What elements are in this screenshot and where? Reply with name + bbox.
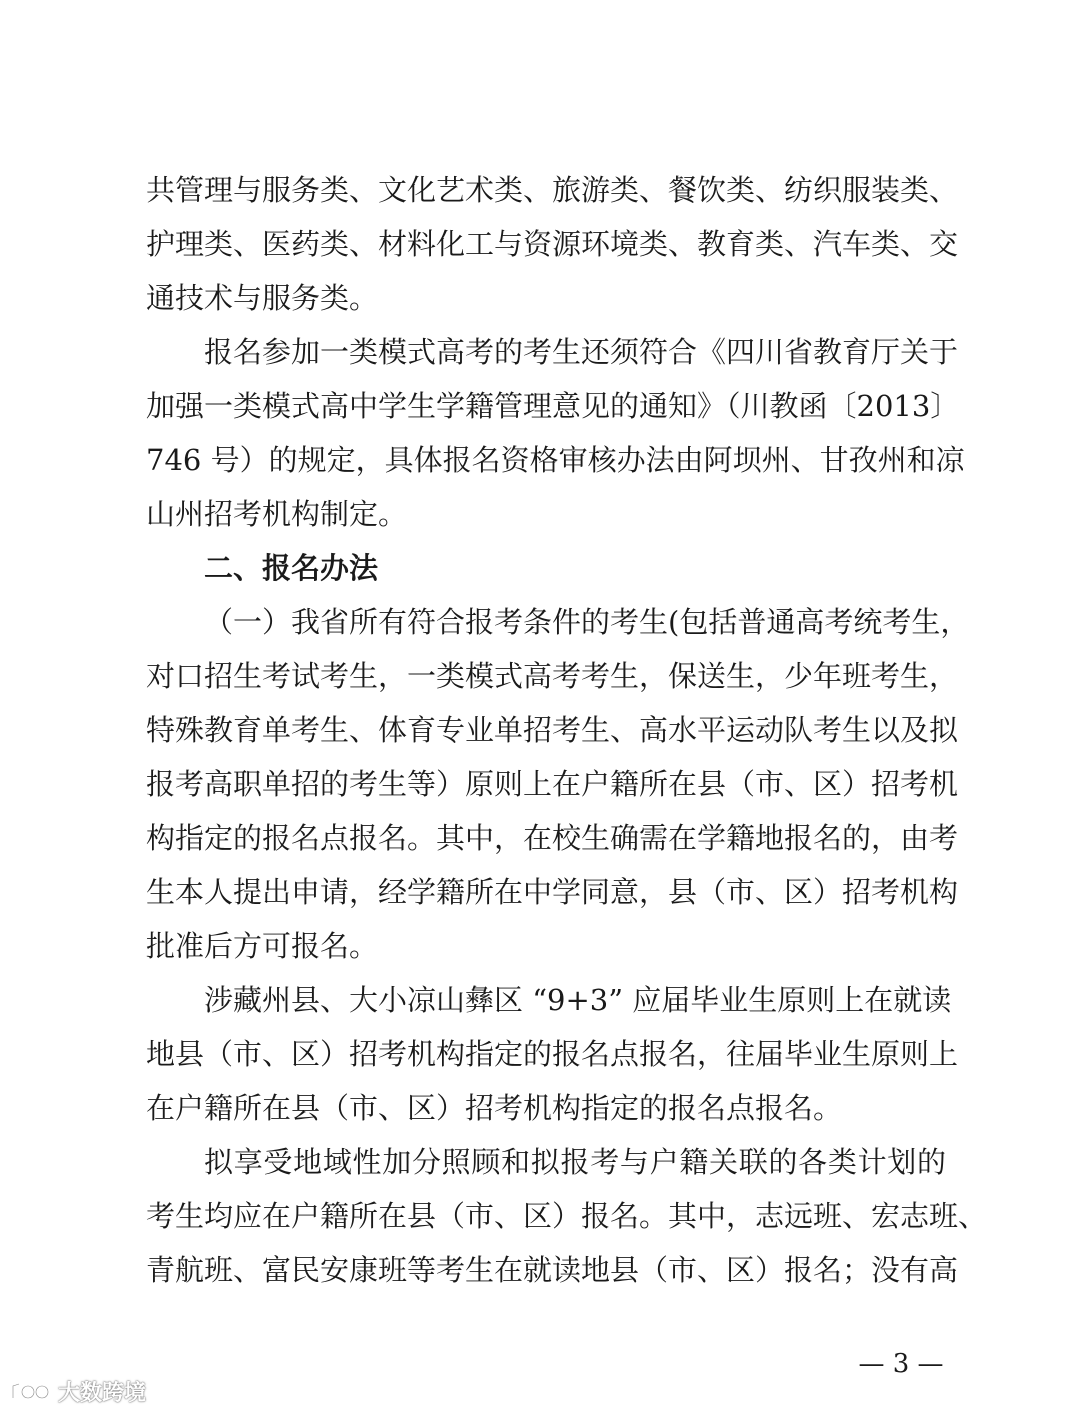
text-line: （一）我省所有符合报考条件的考生(包括普通高考统考生， — [204, 605, 970, 639]
watermark — [10, 1376, 146, 1406]
watermark-logo-icon — [10, 1378, 54, 1404]
text-line: 在户籍所在县（市、区）招考机构指定的报名点报名。 — [146, 1091, 843, 1125]
page-number: — 3 — — [858, 1349, 944, 1379]
text-line: 护理类、医药类、材料化工与资源环境类、教育类、汽车类、交 — [146, 227, 959, 261]
text-line: 批准后方可报名。 — [146, 929, 379, 963]
text-line: 报名参加一类模式高考的考生还须符合《四川省教育厅关于 — [204, 335, 959, 369]
text-line: 共管理与服务类、文化艺术类、旅游类、餐饮类、纺织服装类、 — [146, 173, 959, 207]
text-line: 746 号）的规定，具体报名资格审核办法由阿坝州、甘孜州和凉 — [146, 443, 965, 477]
text-line: 生本人提出申请，经学籍所在中学同意，县（市、区）招考机构 — [146, 875, 959, 909]
text-line: 考生均应在户籍所在县（市、区）报名。其中，志远班、宏志班、 — [146, 1199, 988, 1233]
text-line: 加强一类模式高中学生学籍管理意见的通知》（川教函〔2013〕 — [146, 389, 960, 423]
text-line: 地县（市、区）招考机构指定的报名点报名，往届毕业生原则上 — [146, 1037, 959, 1071]
watermark-text: 大数跨境 — [58, 1380, 147, 1406]
text-line: 青航班、富民安康班等考生在就读地县（市、区）报名；没有高 — [146, 1253, 959, 1287]
text-line: 涉藏州县、大小凉山彝区 “9+3” 应届毕业生原则上在就读 — [204, 983, 952, 1017]
text-line: 报考高职单招的考生等）原则上在户籍所在县（市、区）招考机 — [146, 767, 959, 801]
text-line: 山州招考机构制定。 — [146, 497, 408, 531]
text-line: 特殊教育单考生、体育专业单招考生、高水平运动队考生以及拟 — [146, 713, 959, 747]
text-line: 对口招生考试考生，一类模式高考考生，保送生，少年班考生， — [146, 659, 959, 693]
section-heading: 二、报名办法 — [204, 551, 379, 585]
text-line: 通技术与服务类。 — [146, 281, 379, 315]
text-line: 拟享受地域性加分照顾和拟报考与户籍关联的各类计划的 — [204, 1145, 946, 1179]
text-line: 构指定的报名点报名。其中，在校生确需在学籍地报名的，由考 — [146, 821, 959, 855]
